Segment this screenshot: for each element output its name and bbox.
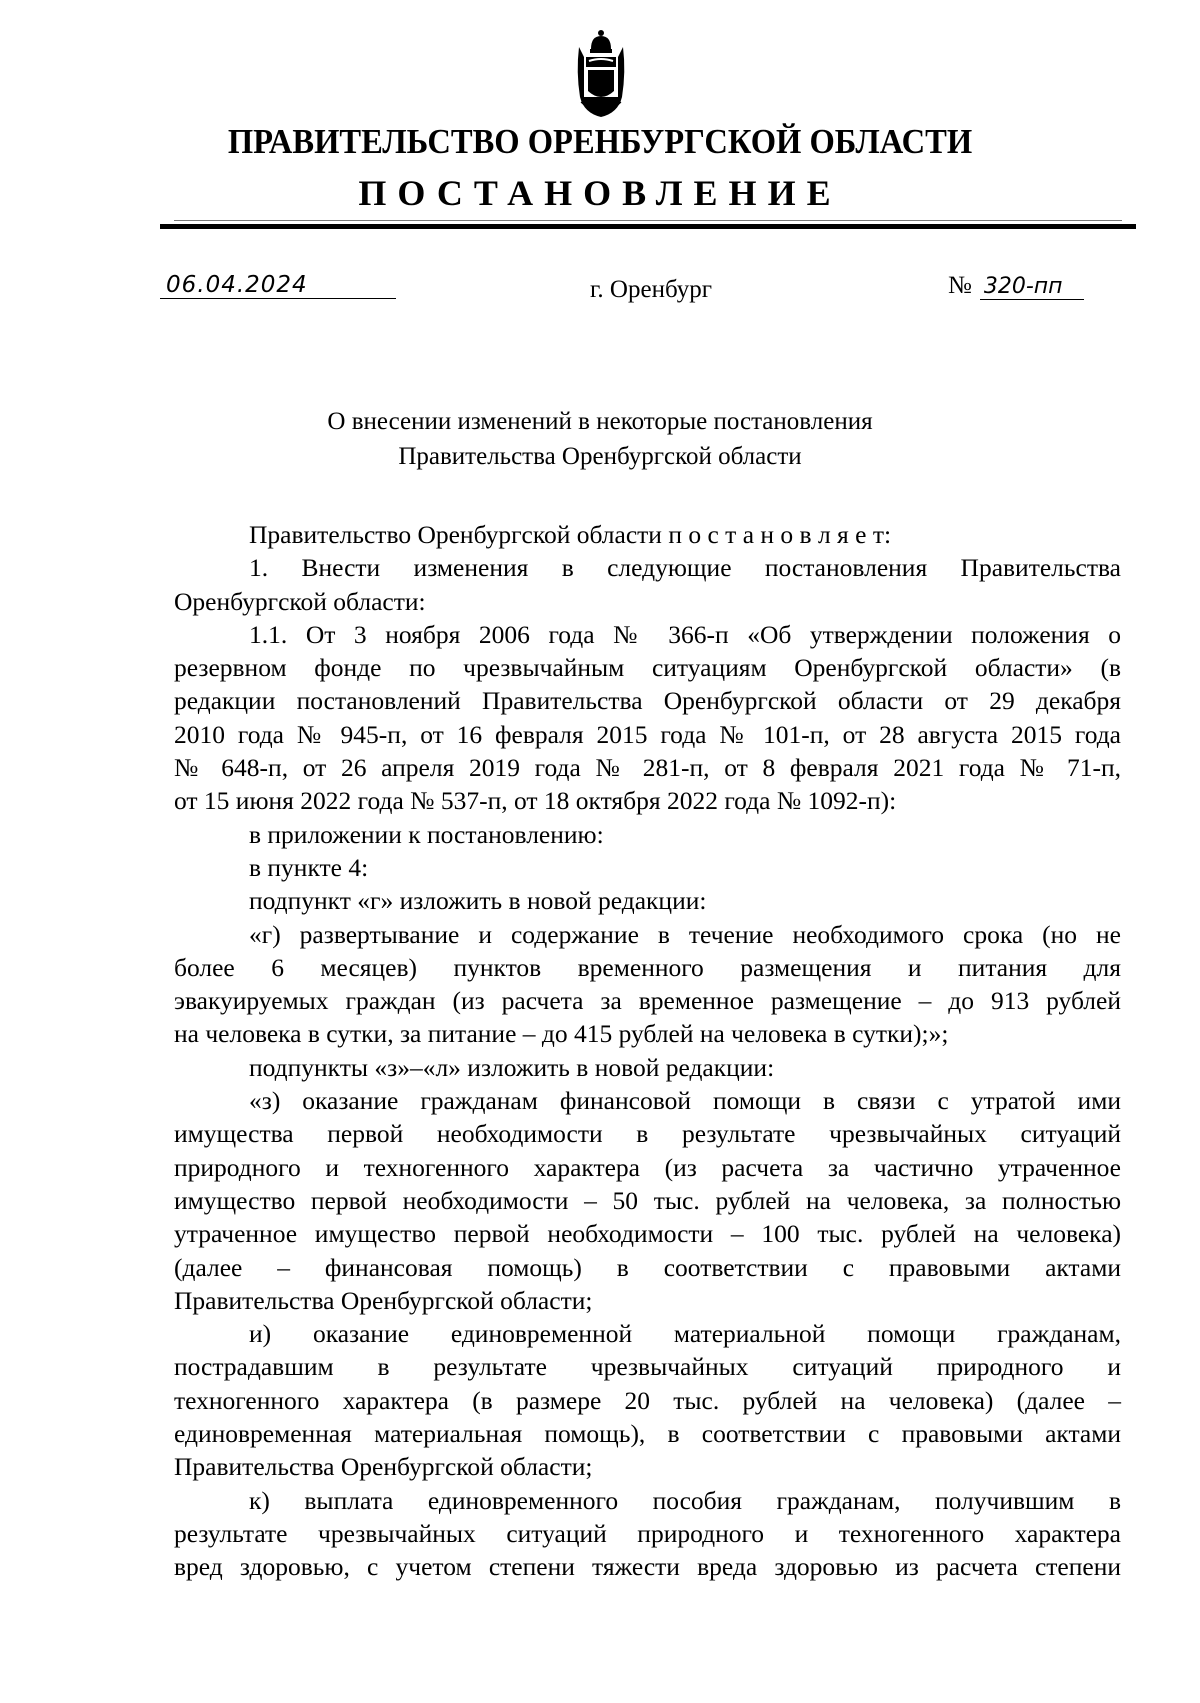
text-line: природного и техногенного характера (из расчета за частично утраченное <box>174 1152 1121 1182</box>
header-rule <box>160 224 1136 229</box>
coat-of-arms-emblem <box>576 27 626 119</box>
text-line: результате чрезвычайных ситуаций природного и техногенного характера <box>174 1518 1121 1548</box>
text-line: Правительства Оренбургской области; <box>174 1452 593 1482</box>
subject-line: Правительства Оренбургской области <box>398 443 802 470</box>
text-line: подпункты «з»–«л» изложить в новой редакции: <box>249 1052 775 1082</box>
paragraph <box>174 551 1121 618</box>
paragraph <box>174 518 1121 551</box>
subject-line: О внесении изменений в некоторые постановления <box>327 408 873 435</box>
text-line: имущество первой необходимости – 50 тыс. рублей на человека, за полностью <box>174 1185 1121 1215</box>
text-line: подпункт «г» изложить в новой редакции: <box>249 886 707 916</box>
text-line: «з) оказание гражданам финансовой помощи в связи с утратой ими <box>249 1086 1121 1116</box>
text-line: (далее – финансовая помощь) в соответствии с правовыми актами <box>174 1252 1121 1282</box>
text-line: № 648-п, от 26 апреля 2019 года № 281-п, от 8 февраля 2021 года № 71-п, <box>174 753 1121 783</box>
text-line: 1. Внести изменения в следующие постановления Правительства <box>249 553 1121 583</box>
document-date: 06.04.2024 <box>160 272 396 299</box>
text-line: техногенного характера (в размере 20 тыс. рублей на человека) (далее – <box>174 1385 1121 1415</box>
text-line: в приложении к постановлению: <box>249 819 604 849</box>
text-line: эвакуируемых граждан (из расчета за временное размещение – до 913 рублей <box>174 986 1121 1016</box>
number-value: 320-пп <box>980 274 1084 300</box>
text-line: вред здоровью, с учетом степени тяжести вреда здоровью из расчета степени <box>174 1552 1121 1582</box>
paragraph <box>174 1084 1121 1317</box>
paragraph <box>174 851 1121 884</box>
document-number <box>948 272 1084 300</box>
text-line: редакции постановлений Правительства Оренбургской области от 29 декабря <box>174 686 1121 716</box>
text-line: 1.1. От 3 ноября 2006 года № 366-п «Об утверждении положения о <box>249 619 1121 649</box>
paragraph <box>174 618 1121 818</box>
text-line: «г) развертывание и содержание в течение необходимого срока (но не <box>249 919 1121 949</box>
paragraph <box>174 1484 1121 1584</box>
paragraph <box>174 818 1121 851</box>
document-body <box>174 518 1121 1584</box>
text-line: резервном фонде по чрезвычайным ситуациям Оренбургской области» (в <box>174 653 1121 683</box>
text-line: Правительства Оренбургской области; <box>174 1285 593 1315</box>
text-line: Правительство Оренбургской области п о с т а н о в л я е т: <box>249 520 892 549</box>
number-label: № <box>948 272 972 299</box>
text-line: и) оказание единовременной материальной помощи гражданам, <box>249 1319 1121 1349</box>
text-line: Оренбургской области: <box>174 586 426 616</box>
text-line: 2010 года № 945-п, от 16 февраля 2015 года № 101-п, от 28 августа 2015 года <box>174 719 1121 749</box>
paragraph <box>174 1317 1121 1483</box>
text-line: от 15 июня 2022 года № 537-п, от 18 октября 2022 года № 1092-п): <box>174 786 897 816</box>
paragraph <box>174 918 1121 1051</box>
organization-title: ПРАВИТЕЛЬСТВО ОРЕНБУРГСКОЙ ОБЛАСТИ <box>227 122 973 161</box>
text-line: утраченное имущество первой необходимости – 100 тыс. рублей на человека) <box>174 1219 1121 1249</box>
text-line: пострадавшим в результате чрезвычайных ситуаций природного и <box>174 1352 1121 1382</box>
text-line: более 6 месяцев) пунктов временного размещения и питания для <box>174 952 1121 982</box>
text-line: имущества первой необходимости в результате чрезвычайных ситуаций <box>174 1119 1121 1149</box>
paragraph <box>174 1051 1121 1084</box>
document-type: ПОСТАНОВЛЕНИЕ <box>358 173 842 213</box>
document-city: г. Оренбург <box>590 276 712 303</box>
paragraph <box>174 884 1121 917</box>
header-thin-rule <box>174 220 1122 221</box>
text-line: в пункте 4: <box>249 852 369 882</box>
text-line: к) выплата единовременного пособия гражданам, получившим в <box>249 1485 1121 1515</box>
document-subject <box>0 404 1200 474</box>
text-line: на человека в сутки, за питание – до 415 рублей на человека в сутки);»; <box>174 1019 949 1049</box>
text-line: единовременная материальная помощь), в соответствии с правовыми актами <box>174 1419 1121 1449</box>
